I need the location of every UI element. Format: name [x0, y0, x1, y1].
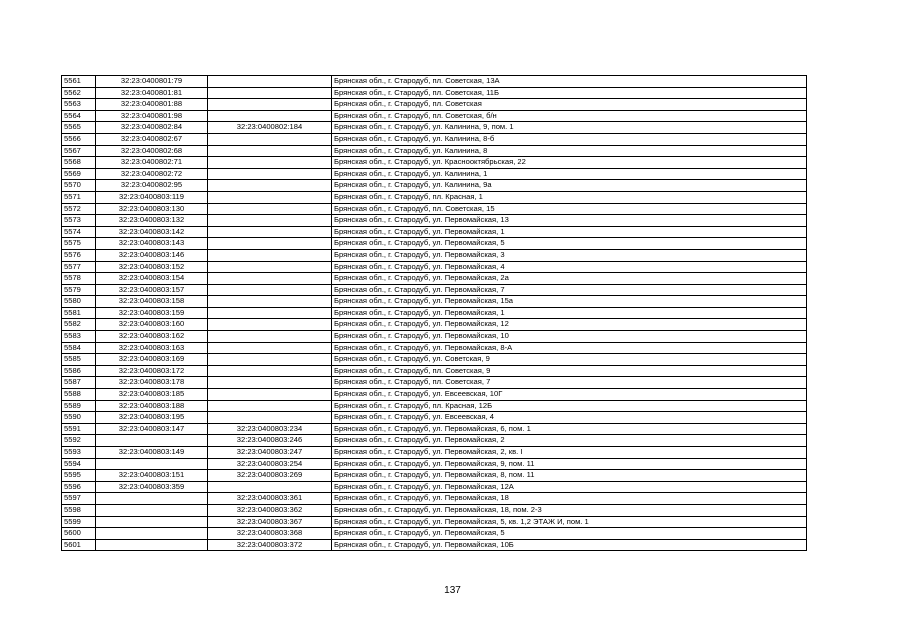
- table-row: [62, 180, 807, 192]
- address-cell: Брянская обл., г. Стародуб, ул. Первомайская, 5: [332, 238, 807, 250]
- table-row: [62, 157, 807, 169]
- table-row: [62, 226, 807, 238]
- row-number-cell: 5599: [62, 516, 96, 528]
- linked-cadastral-number-cell: [208, 203, 332, 215]
- cadastral-number-cell: 32:23:0400802:71: [96, 157, 208, 169]
- linked-cadastral-number-cell: [208, 168, 332, 180]
- linked-cadastral-number-cell: [208, 319, 332, 331]
- linked-cadastral-number-cell: [208, 87, 332, 99]
- linked-cadastral-number-cell: [208, 365, 332, 377]
- row-number-cell: 5565: [62, 122, 96, 134]
- table-row: [62, 215, 807, 227]
- cadastral-number-cell: 32:23:0400803:158: [96, 296, 208, 308]
- linked-cadastral-number-cell: [208, 389, 332, 401]
- linked-cadastral-number-cell: [208, 249, 332, 261]
- address-cell: Брянская обл., г. Стародуб, ул. Первомайская, 6, пом. 1: [332, 423, 807, 435]
- row-number-cell: 5585: [62, 354, 96, 366]
- linked-cadastral-number-cell: [208, 261, 332, 273]
- address-cell: Брянская обл., г. Стародуб, ул. Первомайская, 5, кв. 1,2 ЭТАЖ И, пом. 1: [332, 516, 807, 528]
- row-number-cell: 5570: [62, 180, 96, 192]
- row-number-cell: 5578: [62, 273, 96, 285]
- table-row: [62, 76, 807, 88]
- cadastral-number-cell: 32:23:0400803:132: [96, 215, 208, 227]
- row-number-cell: 5587: [62, 377, 96, 389]
- linked-cadastral-number-cell: [208, 354, 332, 366]
- table-row: [62, 400, 807, 412]
- cadastral-number-cell: 32:23:0400801:79: [96, 76, 208, 88]
- linked-cadastral-number-cell: [208, 331, 332, 343]
- row-number-cell: 5575: [62, 238, 96, 250]
- table-row: [62, 516, 807, 528]
- cadastral-number-cell: [96, 435, 208, 447]
- row-number-cell: 5567: [62, 145, 96, 157]
- row-number-cell: 5568: [62, 157, 96, 169]
- cadastral-number-cell: 32:23:0400803:185: [96, 389, 208, 401]
- table-row: [62, 493, 807, 505]
- table-row: [62, 145, 807, 157]
- row-number-cell: 5597: [62, 493, 96, 505]
- address-cell: Брянская обл., г. Стародуб, ул. Первомайская, 12А: [332, 481, 807, 493]
- table-row: [62, 296, 807, 308]
- linked-cadastral-number-cell: 32:23:0400803:372: [208, 539, 332, 551]
- cadastral-number-cell: 32:23:0400803:151: [96, 470, 208, 482]
- address-cell: Брянская обл., г. Стародуб, ул. Первомайская, 5: [332, 528, 807, 540]
- table-row: [62, 342, 807, 354]
- cadastral-number-cell: 32:23:0400803:359: [96, 481, 208, 493]
- cadastral-number-cell: 32:23:0400803:162: [96, 331, 208, 343]
- address-cell: Брянская обл., г. Стародуб, ул. Первомайская, 18, пом. 2-3: [332, 504, 807, 516]
- cadastral-number-cell: 32:23:0400802:72: [96, 168, 208, 180]
- table-row: [62, 133, 807, 145]
- cadastral-number-cell: 32:23:0400803:172: [96, 365, 208, 377]
- linked-cadastral-number-cell: [208, 145, 332, 157]
- address-cell: Брянская обл., г. Стародуб, ул. Первомайская, 8-А: [332, 342, 807, 354]
- linked-cadastral-number-cell: [208, 284, 332, 296]
- row-number-cell: 5563: [62, 99, 96, 111]
- linked-cadastral-number-cell: [208, 481, 332, 493]
- table-row: [62, 435, 807, 447]
- table-row: [62, 249, 807, 261]
- linked-cadastral-number-cell: [208, 238, 332, 250]
- address-cell: Брянская обл., г. Стародуб, ул. Калинина, 1: [332, 168, 807, 180]
- linked-cadastral-number-cell: [208, 110, 332, 122]
- cadastral-number-cell: 32:23:0400803:188: [96, 400, 208, 412]
- row-number-cell: 5594: [62, 458, 96, 470]
- cadastral-number-cell: 32:23:0400803:159: [96, 307, 208, 319]
- cadastral-number-cell: 32:23:0400803:160: [96, 319, 208, 331]
- address-cell: Брянская обл., г. Стародуб, ул. Первомайская, 9, пом. 11: [332, 458, 807, 470]
- cadastral-number-cell: 32:23:0400803:152: [96, 261, 208, 273]
- table-row: [62, 261, 807, 273]
- row-number-cell: 5601: [62, 539, 96, 551]
- row-number-cell: 5573: [62, 215, 96, 227]
- table-row: [62, 238, 807, 250]
- address-cell: Брянская обл., г. Стародуб, ул. Первомайская, 2: [332, 435, 807, 447]
- cadastral-number-cell: 32:23:0400801:88: [96, 99, 208, 111]
- table-row: [62, 354, 807, 366]
- address-cell: Брянская обл., г. Стародуб, ул. Первомайская, 10Б: [332, 539, 807, 551]
- cadastral-number-cell: 32:23:0400803:163: [96, 342, 208, 354]
- cadastral-number-cell: [96, 528, 208, 540]
- cadastral-number-cell: 32:23:0400802:84: [96, 122, 208, 134]
- row-number-cell: 5577: [62, 261, 96, 273]
- cadastral-number-cell: [96, 516, 208, 528]
- linked-cadastral-number-cell: 32:23:0400803:246: [208, 435, 332, 447]
- linked-cadastral-number-cell: 32:23:0400803:367: [208, 516, 332, 528]
- address-cell: Брянская обл., г. Стародуб, пл. Советская, 15: [332, 203, 807, 215]
- cadastral-number-cell: 32:23:0400803:146: [96, 249, 208, 261]
- cadastral-number-cell: 32:23:0400801:81: [96, 87, 208, 99]
- row-number-cell: 5589: [62, 400, 96, 412]
- row-number-cell: 5598: [62, 504, 96, 516]
- address-cell: Брянская обл., г. Стародуб, пл. Красная, 1: [332, 191, 807, 203]
- cadastral-number-cell: [96, 539, 208, 551]
- linked-cadastral-number-cell: [208, 191, 332, 203]
- cadastral-number-cell: 32:23:0400803:147: [96, 423, 208, 435]
- table-row: [62, 423, 807, 435]
- table-row: [62, 168, 807, 180]
- table-row: [62, 307, 807, 319]
- linked-cadastral-number-cell: [208, 377, 332, 389]
- row-number-cell: 5561: [62, 76, 96, 88]
- address-cell: Брянская обл., г. Стародуб, пл. Советская, 13А: [332, 76, 807, 88]
- row-number-cell: 5569: [62, 168, 96, 180]
- address-cell: Брянская обл., г. Стародуб, ул. Евсеевская, 4: [332, 412, 807, 424]
- table-row: [62, 458, 807, 470]
- table-row: [62, 273, 807, 285]
- linked-cadastral-number-cell: 32:23:0400803:247: [208, 447, 332, 459]
- row-number-cell: 5566: [62, 133, 96, 145]
- cadastral-number-cell: 32:23:0400803:143: [96, 238, 208, 250]
- cadastral-number-cell: 32:23:0400802:95: [96, 180, 208, 192]
- address-cell: Брянская обл., г. Стародуб, ул. Первомайская, 13: [332, 215, 807, 227]
- row-number-cell: 5562: [62, 87, 96, 99]
- linked-cadastral-number-cell: [208, 215, 332, 227]
- cadastral-number-cell: [96, 458, 208, 470]
- address-cell: Брянская обл., г. Стародуб, ул. Первомайская, 3: [332, 249, 807, 261]
- row-number-cell: 5572: [62, 203, 96, 215]
- address-cell: Брянская обл., г. Стародуб, пл. Советская, 11Б: [332, 87, 807, 99]
- page-number: 137: [444, 585, 461, 596]
- cadastral-number-cell: 32:23:0400803:119: [96, 191, 208, 203]
- row-number-cell: 5583: [62, 331, 96, 343]
- row-number-cell: 5564: [62, 110, 96, 122]
- cadastral-number-cell: 32:23:0400802:67: [96, 133, 208, 145]
- linked-cadastral-number-cell: [208, 342, 332, 354]
- row-number-cell: 5576: [62, 249, 96, 261]
- linked-cadastral-number-cell: [208, 400, 332, 412]
- address-cell: Брянская обл., г. Стародуб, ул. Краснооктябрьская, 22: [332, 157, 807, 169]
- row-number-cell: 5595: [62, 470, 96, 482]
- property-table: [61, 75, 807, 551]
- row-number-cell: 5588: [62, 389, 96, 401]
- table-row: [62, 412, 807, 424]
- address-cell: Брянская обл., г. Стародуб, ул. Первомайская, 10: [332, 331, 807, 343]
- table-row: [62, 504, 807, 516]
- cadastral-number-cell: 32:23:0400803:154: [96, 273, 208, 285]
- cadastral-number-cell: 32:23:0400803:130: [96, 203, 208, 215]
- row-number-cell: 5584: [62, 342, 96, 354]
- linked-cadastral-number-cell: 32:23:0400803:361: [208, 493, 332, 505]
- linked-cadastral-number-cell: [208, 99, 332, 111]
- table-row: [62, 365, 807, 377]
- linked-cadastral-number-cell: 32:23:0400803:368: [208, 528, 332, 540]
- address-cell: Брянская обл., г. Стародуб, ул. Первомайская, 12: [332, 319, 807, 331]
- row-number-cell: 5574: [62, 226, 96, 238]
- address-cell: Брянская обл., г. Стародуб, пл. Советская, 7: [332, 377, 807, 389]
- address-cell: Брянская обл., г. Стародуб, ул. Первомайская, 15а: [332, 296, 807, 308]
- linked-cadastral-number-cell: 32:23:0400803:269: [208, 470, 332, 482]
- address-cell: Брянская обл., г. Стародуб, ул. Первомайская, 2, кв. I: [332, 447, 807, 459]
- linked-cadastral-number-cell: 32:23:0400803:254: [208, 458, 332, 470]
- linked-cadastral-number-cell: [208, 180, 332, 192]
- row-number-cell: 5596: [62, 481, 96, 493]
- row-number-cell: 5591: [62, 423, 96, 435]
- cadastral-number-cell: 32:23:0400802:68: [96, 145, 208, 157]
- row-number-cell: 5571: [62, 191, 96, 203]
- cadastral-number-cell: [96, 504, 208, 516]
- linked-cadastral-number-cell: [208, 412, 332, 424]
- cadastral-number-cell: 32:23:0400801:98: [96, 110, 208, 122]
- cadastral-number-cell: [96, 493, 208, 505]
- address-cell: Брянская обл., г. Стародуб, ул. Первомайская, 1: [332, 307, 807, 319]
- table-row: [62, 284, 807, 296]
- linked-cadastral-number-cell: [208, 307, 332, 319]
- address-cell: Брянская обл., г. Стародуб, пл. Советская, 9: [332, 365, 807, 377]
- row-number-cell: 5590: [62, 412, 96, 424]
- linked-cadastral-number-cell: 32:23:0400803:362: [208, 504, 332, 516]
- address-cell: Брянская обл., г. Стародуб, ул. Первомайская, 4: [332, 261, 807, 273]
- table-row: [62, 99, 807, 111]
- address-cell: Брянская обл., г. Стародуб, ул. Первомайская, 1: [332, 226, 807, 238]
- table-row: [62, 539, 807, 551]
- linked-cadastral-number-cell: [208, 76, 332, 88]
- linked-cadastral-number-cell: [208, 226, 332, 238]
- cadastral-number-cell: 32:23:0400803:157: [96, 284, 208, 296]
- linked-cadastral-number-cell: 32:23:0400803:234: [208, 423, 332, 435]
- table-row: [62, 319, 807, 331]
- row-number-cell: 5581: [62, 307, 96, 319]
- table-row: [62, 377, 807, 389]
- linked-cadastral-number-cell: [208, 157, 332, 169]
- linked-cadastral-number-cell: [208, 133, 332, 145]
- row-number-cell: 5582: [62, 319, 96, 331]
- table-row: [62, 191, 807, 203]
- table-body: [62, 76, 807, 551]
- address-cell: Брянская обл., г. Стародуб, ул. Первомайская, 7: [332, 284, 807, 296]
- address-cell: Брянская обл., г. Стародуб, ул. Первомайская, 18: [332, 493, 807, 505]
- linked-cadastral-number-cell: [208, 273, 332, 285]
- address-cell: Брянская обл., г. Стародуб, ул. Калинина, 9а: [332, 180, 807, 192]
- address-cell: Брянская обл., г. Стародуб, ул. Калинина, 8-б: [332, 133, 807, 145]
- row-number-cell: 5592: [62, 435, 96, 447]
- row-number-cell: 5579: [62, 284, 96, 296]
- address-cell: Брянская обл., г. Стародуб, ул. Калинина, 8: [332, 145, 807, 157]
- address-cell: Брянская обл., г. Стародуб, ул. Евсеевская, 10Г: [332, 389, 807, 401]
- table-row: [62, 447, 807, 459]
- address-cell: Брянская обл., г. Стародуб, ул. Советская, 9: [332, 354, 807, 366]
- linked-cadastral-number-cell: [208, 296, 332, 308]
- cadastral-number-cell: 32:23:0400803:169: [96, 354, 208, 366]
- address-cell: Брянская обл., г. Стародуб, ул. Первомайская, 2а: [332, 273, 807, 285]
- row-number-cell: 5580: [62, 296, 96, 308]
- address-cell: Брянская обл., г. Стародуб, пл. Советская: [332, 99, 807, 111]
- table-row: [62, 389, 807, 401]
- cadastral-number-cell: 32:23:0400803:142: [96, 226, 208, 238]
- row-number-cell: 5586: [62, 365, 96, 377]
- cadastral-number-cell: 32:23:0400803:195: [96, 412, 208, 424]
- cadastral-number-cell: 32:23:0400803:178: [96, 377, 208, 389]
- table-row: [62, 331, 807, 343]
- table-row: [62, 203, 807, 215]
- linked-cadastral-number-cell: 32:23:0400802:184: [208, 122, 332, 134]
- table-row: [62, 528, 807, 540]
- row-number-cell: 5600: [62, 528, 96, 540]
- address-cell: Брянская обл., г. Стародуб, ул. Калинина, 9, пом. 1: [332, 122, 807, 134]
- table-row: [62, 481, 807, 493]
- row-number-cell: 5593: [62, 447, 96, 459]
- table-row: [62, 110, 807, 122]
- table-row: [62, 122, 807, 134]
- table-row: [62, 87, 807, 99]
- cadastral-number-cell: 32:23:0400803:149: [96, 447, 208, 459]
- address-cell: Брянская обл., г. Стародуб, пл. Советская, б/н: [332, 110, 807, 122]
- table-row: [62, 470, 807, 482]
- address-cell: Брянская обл., г. Стародуб, ул. Первомайская, 8, пом. 11: [332, 470, 807, 482]
- address-cell: Брянская обл., г. Стародуб, пл. Красная, 12Б: [332, 400, 807, 412]
